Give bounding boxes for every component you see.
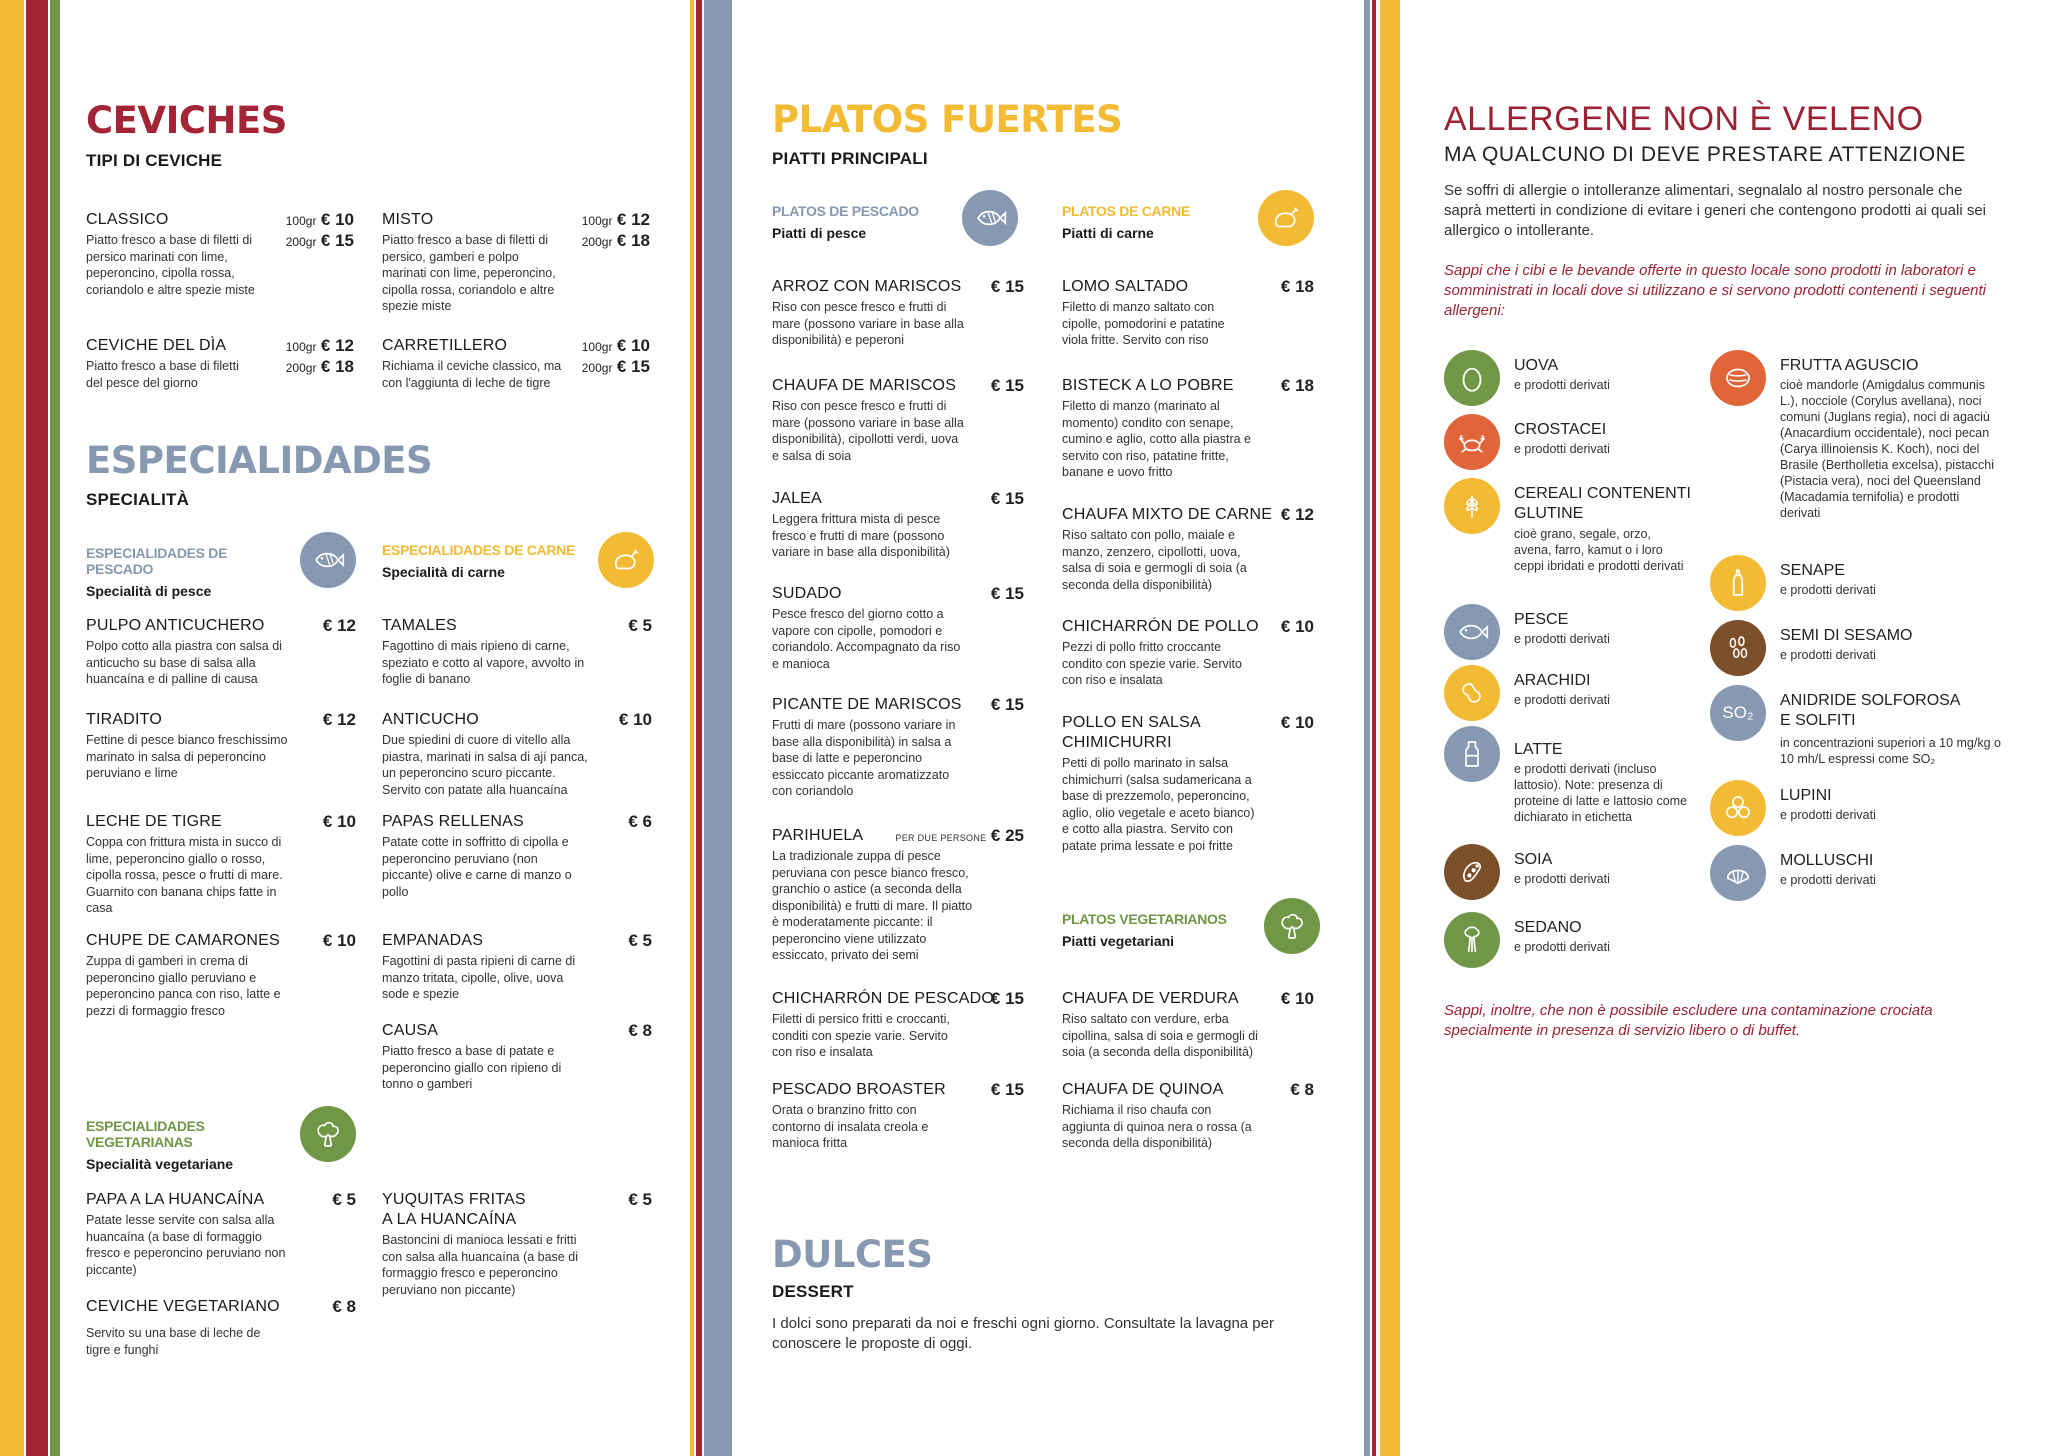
plato-chaufa-de-quinoa: CHAUFA DE QUINOA Richiama il riso chaufa con aggiunta di quinoa nera o rossa (a seconda della disponibilità) € 8 <box>1062 1080 1314 1150</box>
plato-chicharron-de-pescado: CHICHARRÓN DE PESCADO Filetti di persico fritti e croccanti, conditi con spezie varie. Servito con riso e insalata € 15 <box>772 989 1024 1059</box>
mid2-stripe-yellow <box>1380 0 1400 1456</box>
platos-title: PLATOS FUERTES <box>772 98 1123 141</box>
nut-icon <box>1710 350 1766 406</box>
peanut-icon <box>1444 665 1500 721</box>
allergen-molluschi: MOLLUSCHI e prodotti derivati <box>1710 845 2030 905</box>
plato-lomo-saltado: LOMO SALTADO Filetto di manzo saltato con cipolle, pomodorini e patatine viola fritte. Servito con riso € 18 <box>1062 277 1314 347</box>
panel-ceviches-especialidades <box>60 0 690 1456</box>
allergen-pesce: PESCE e prodotti derivati <box>1444 604 1694 664</box>
plato-chaufa-mixto-de-carne: CHAUFA MIXTO DE CARNE Riso saltato con pollo, maiale e manzo, zenzero, cipollotti, uova, salsa di soia e germogli di soia (a seconda della disponibilità) € 12 <box>1062 505 1314 592</box>
ceviches-subtitle: TIPI DI CEVICHE <box>86 151 223 170</box>
especialidad-papa-huancaina: PAPA A LA HUANCAÍNA Patate lesse servite con salsa alla huancaína (a base di formaggio fresco e peperoncino peruviano non piccante) € 5 <box>86 1190 356 1277</box>
dulces-title: DULCES <box>772 1233 933 1276</box>
plato-pollo-en-salsa-chimichurri: POLLO EN SALSA CHIMICHURRI Petti di pollo marinato in salsa chimichurri (salsa sudamericana a base di prezzemolo, peperoncino, aglio, olio vegetale e aceto bianco) e cotto alla piastra. Servito con patate prima lessate e poi fritte € 10 <box>1062 713 1314 853</box>
allergen-lupini: LUPINI e prodotti derivati <box>1710 780 2030 840</box>
especialidad-tamales: TAMALES Fagottino di mais ripieno di carne, speziato e cotto al vapore, avvolto in foglie di banano € 5 <box>382 616 652 686</box>
especialidad-anticucho: ANTICUCHO Due spiedini di cuore di vitello alla piastra, marinati in salsa di ají panca, un peperoncino scuro piccante. Servito con patate alla huancaína € 10 <box>382 710 652 797</box>
ceviche-item-misto: MISTO Piatto fresco a base di filetti di persico, gamberi e polpo marinati con lime, peperoncino, cipolla rossa, coriandolo e altre spezie miste 100gr € 12 200gr € 18 <box>382 210 650 313</box>
especialidad-papas-rellenas: PAPAS RELLENAS Patate cotte in soffritto di cipolla e peperoncino peruviano (non piccante) olive e carne di manzo o pollo € 6 <box>382 812 652 899</box>
especialidades-pescado-header: ESPECIALIDADES DE PESCADO Specialità di pesce <box>86 545 228 599</box>
platos-vegetarianos-header: PLATOS VEGETARIANOS Piatti vegetariani <box>1062 911 1227 949</box>
platos-pescado-header: PLATOS DE PESCADO Piatti di pesce <box>772 203 919 241</box>
allergeni-notice: Sappi che i cibi e le bevande offerte in questo locale sono prodotti in laboratori e somministrati in locali dove si utilizzano e si servono prodotti contenenti i seguenti allergeni: <box>1444 262 1986 319</box>
especialidad-chupe-de-camarones: CHUPE DE CAMARONES Zuppa di gamberi in crema di peperoncino giallo peruviano e peperoncino panca con riso, latte e pezzi di formaggio fresco € 10 <box>86 931 356 1018</box>
allergen-anidride-solforosa: SO₂ ANIDRIDE SOLFOROSA E SOLFITI in concentrazioni superiori a 10 mg/kg o 10 mh/L espressi come SO₂ <box>1710 685 2030 775</box>
mid1-stripe-yellow <box>690 0 694 1456</box>
especialidad-causa: CAUSA Piatto fresco a base di patate e peperoncino giallo con ripieno di tonno o gamberi € 8 <box>382 1021 652 1091</box>
lupin-icon <box>1710 780 1766 836</box>
allergen-crostacei: CROSTACEI e prodotti derivati <box>1444 414 1694 474</box>
allergen-soia: SOIA e prodotti derivati <box>1444 844 1694 904</box>
fish-icon <box>300 532 356 588</box>
mustard-icon <box>1710 555 1766 611</box>
ceviches-title: CEVICHES <box>86 99 287 142</box>
especialidad-yuquitas-fritas: YUQUITAS FRITAS A LA HUANCAÍNA Bastoncini di manioca lessati e fritti con salsa alla huancaína (a base di formaggio fresco e peperoncino peruviano non piccante) € 5 <box>382 1190 652 1297</box>
chicken-icon <box>1258 190 1314 246</box>
so2-icon: SO₂ <box>1710 685 1766 741</box>
dulces-subtitle: DESSERT <box>772 1282 854 1301</box>
allergeni-subtitle: MA QUALCUNO DI DEVE PRESTARE ATTENZIONE <box>1444 143 1967 166</box>
allergeni-intro: Se soffri di allergie o intolleranze alimentari, segnalalo al nostro personale che saprà metterti in condizione di evitare i generi che contengono prodotti ai quali sei allergico o intollerante. <box>1444 182 1986 239</box>
plato-picante-de-mariscos: PICANTE DE MARISCOS Frutti di mare (possono variare in base alla disponibilità) in salsa a base di latte e peperoncino essiccato piccante aromatizzato con coriandolo € 15 <box>772 695 1024 798</box>
fish-icon <box>1444 604 1500 660</box>
platos-subtitle: PIATTI PRINCIPALI <box>772 149 928 168</box>
mid2-stripe-slate <box>1364 0 1370 1456</box>
plato-chaufa-de-verdura: CHAUFA DE VERDURA Riso saltato con verdure, erba cipollina, salsa di soia e germogli di soia (a seconda della disponibilità) € 10 <box>1062 989 1314 1059</box>
especialidad-ceviche-vegetariano: CEVICHE VEGETARIANO Servito su una base di leche de tigre e funghi € 8 <box>86 1297 356 1357</box>
allergen-cereali-glutine: CEREALI CONTENENTI GLUTINE cioè grano, segale, orzo, avena, farro, kamut o i loro ceppi ibridati e prodotti derivati <box>1444 478 1694 598</box>
allergeni-footer: Sappi, inoltre, che non è possibile escludere una contaminazione crociata specialmente in presenza di servizio libero o di buffet. <box>1444 1002 1933 1039</box>
plato-pescado-broaster: PESCADO BROASTER Orata o branzino fritto con contorno di insalata creola e manioca fritta € 15 <box>772 1080 1024 1150</box>
especialidad-tiradito: TIRADITO Fettine di pesce bianco freschissimo marinato in salsa di peperoncino peruviano e lime € 12 <box>86 710 356 780</box>
broccoli-icon <box>1264 898 1320 954</box>
ceviche-item-classico: CLASSICO Piatto fresco a base di filetti di persico marinati con lime, peperoncino, cipolla rossa, coriandolo e altre spezie miste 100gr € 10 200gr € 15 <box>86 210 354 297</box>
plato-arroz-con-mariscos: ARROZ CON MARISCOS Riso con pesce fresco e frutti di mare (possono variare in base alla disponibilità) e peperoni € 15 <box>772 277 1024 347</box>
especialidades-subtitle: SPECIALITÀ <box>86 490 190 509</box>
plato-bisteck-a-lo-pobre: BISTECK A LO POBRE Filetto di manzo (marinato al momento) condito con senape, cumino e aglio, cotto alla piastra e servito con riso, patatine fritte, banane e uovo fritto € 18 <box>1062 376 1314 479</box>
dulces-text: I dolci sono preparati da noi e freschi ogni giorno. Consultate la lavagna per conoscere le proposte di oggi. <box>772 1315 1274 1352</box>
allergen-frutta-a-guscio: FRUTTA AGUSCIO cioè mandorle (Amigdalus communis L.), nocciole (Corylus avellana), noci comuni (Juglans regia), noci di agaciù (Anacardium occidentale), noci pecan (Carya illinoiensis K. Koch), noci del Brasile (Bertholletia excelsa), pistacchi (Pistacia vera), noci del Queensland (Macadamia ternifolia) e prodotti derivati <box>1710 350 2030 550</box>
fish-icon <box>962 190 1018 246</box>
mid1-stripe-red <box>696 0 702 1456</box>
plato-sudado: SUDADO Pesce fresco del giorno cotto a vapore con cipolle, pomodori e coriandolo. Accompagnato da riso e manioca € 15 <box>772 584 1024 671</box>
especialidades-title: ESPECIALIDADES <box>86 439 433 482</box>
allergen-sedano: SEDANO e prodotti derivati <box>1444 912 1694 972</box>
milk-bottle-icon <box>1444 726 1500 782</box>
shell-icon <box>1710 845 1766 901</box>
allergeni-title: ALLERGENE NON È VELENO <box>1444 100 1924 138</box>
ceviche-item-del-dia: CEVICHE DEL DÌA Piatto fresco a base di filetti del pesce del giorno 100gr € 12 200gr € 18 <box>86 336 354 390</box>
especialidad-pulpo-anticuchero: PULPO ANTICUCHERO Polpo cotto alla piastra con salsa di anticucho su base di salsa alla huancaína e di palline di causa € 12 <box>86 616 356 686</box>
soy-icon <box>1444 844 1500 900</box>
ceviche-item-carretillero: CARRETILLERO Richiama il ceviche classico, ma con l'aggiunta di leche de tigre 100gr € 10 200gr € 15 <box>382 336 650 390</box>
allergen-arachidi: ARACHIDI e prodotti derivati <box>1444 665 1694 725</box>
allergen-uova: UOVA e prodotti derivati <box>1444 350 1694 410</box>
panel-allergeni <box>1400 0 2048 1456</box>
panel-platos-fuertes <box>732 0 1364 1456</box>
left-stripe-yellow <box>0 0 24 1456</box>
plato-chaufa-de-mariscos: CHAUFA DE MARISCOS Riso con pesce fresco e frutti di mare (possono variare in base alla disponibilità), cipollotti verdi, uova e salsa di soia € 15 <box>772 376 1024 463</box>
left-stripe-green <box>50 0 60 1456</box>
allergen-semi-di-sesamo: SEMI DI SESAMO e prodotti derivati <box>1710 620 2030 680</box>
wheat-icon <box>1444 478 1500 534</box>
mid1-stripe-slate <box>704 0 732 1456</box>
left-stripe-red <box>26 0 48 1456</box>
plato-jalea: JALEA Leggera frittura mista di pesce fresco e frutti di mare (possono variare in base alla disponibilità) € 15 <box>772 489 1024 559</box>
allergen-senape: SENAPE e prodotti derivati <box>1710 555 2030 615</box>
allergen-latte: LATTE e prodotti derivati (incluso lattosio). Note: presenza di proteine di latte e lattosio come dichiarato in etichetta <box>1444 726 1694 846</box>
egg-icon <box>1444 350 1500 406</box>
especialidad-empanadas: EMPANADAS Fagottini di pasta ripieni di carne di manzo tritata, cipolle, olive, uova sode e spezie € 5 <box>382 931 652 1001</box>
mid2-stripe-red <box>1372 0 1376 1456</box>
especialidad-leche-de-tigre: LECHE DE TIGRE Coppa con frittura mista in succo di lime, peperoncino giallo o rosso, cipolla rossa, pesce o frutti di mare. Guarnito con banana chips fatte in casa € 10 <box>86 812 356 915</box>
platos-carne-header: PLATOS DE CARNE Piatti di carne <box>1062 203 1190 241</box>
especialidades-vegetarianas-header: ESPECIALIDADES VEGETARIANAS Specialità vegetariane <box>86 1118 234 1172</box>
celery-icon <box>1444 912 1500 968</box>
broccoli-icon <box>300 1106 356 1162</box>
especialidades-carne-header: ESPECIALIDADES DE CARNE Specialità di carne <box>382 542 576 580</box>
sesame-icon <box>1710 620 1766 676</box>
crab-icon <box>1444 414 1500 470</box>
chicken-icon <box>598 532 654 588</box>
plato-parihuela: PARIHUELA La tradizionale zuppa di pesce peruviana con pesce bianco fresco, granchio o astice (a seconda della disponibilità) e frutti di mare. Il piatto è moderatamente piccante: il peperoncino viene utilizzato essiccato, privato dei semi PER DUE PERSONE € 25 <box>772 826 1024 962</box>
plato-chicharron-de-pollo: CHICHARRÓN DE POLLO Pezzi di pollo fritto croccante condito con spezie varie. Servito con riso e insalata € 10 <box>1062 617 1314 687</box>
